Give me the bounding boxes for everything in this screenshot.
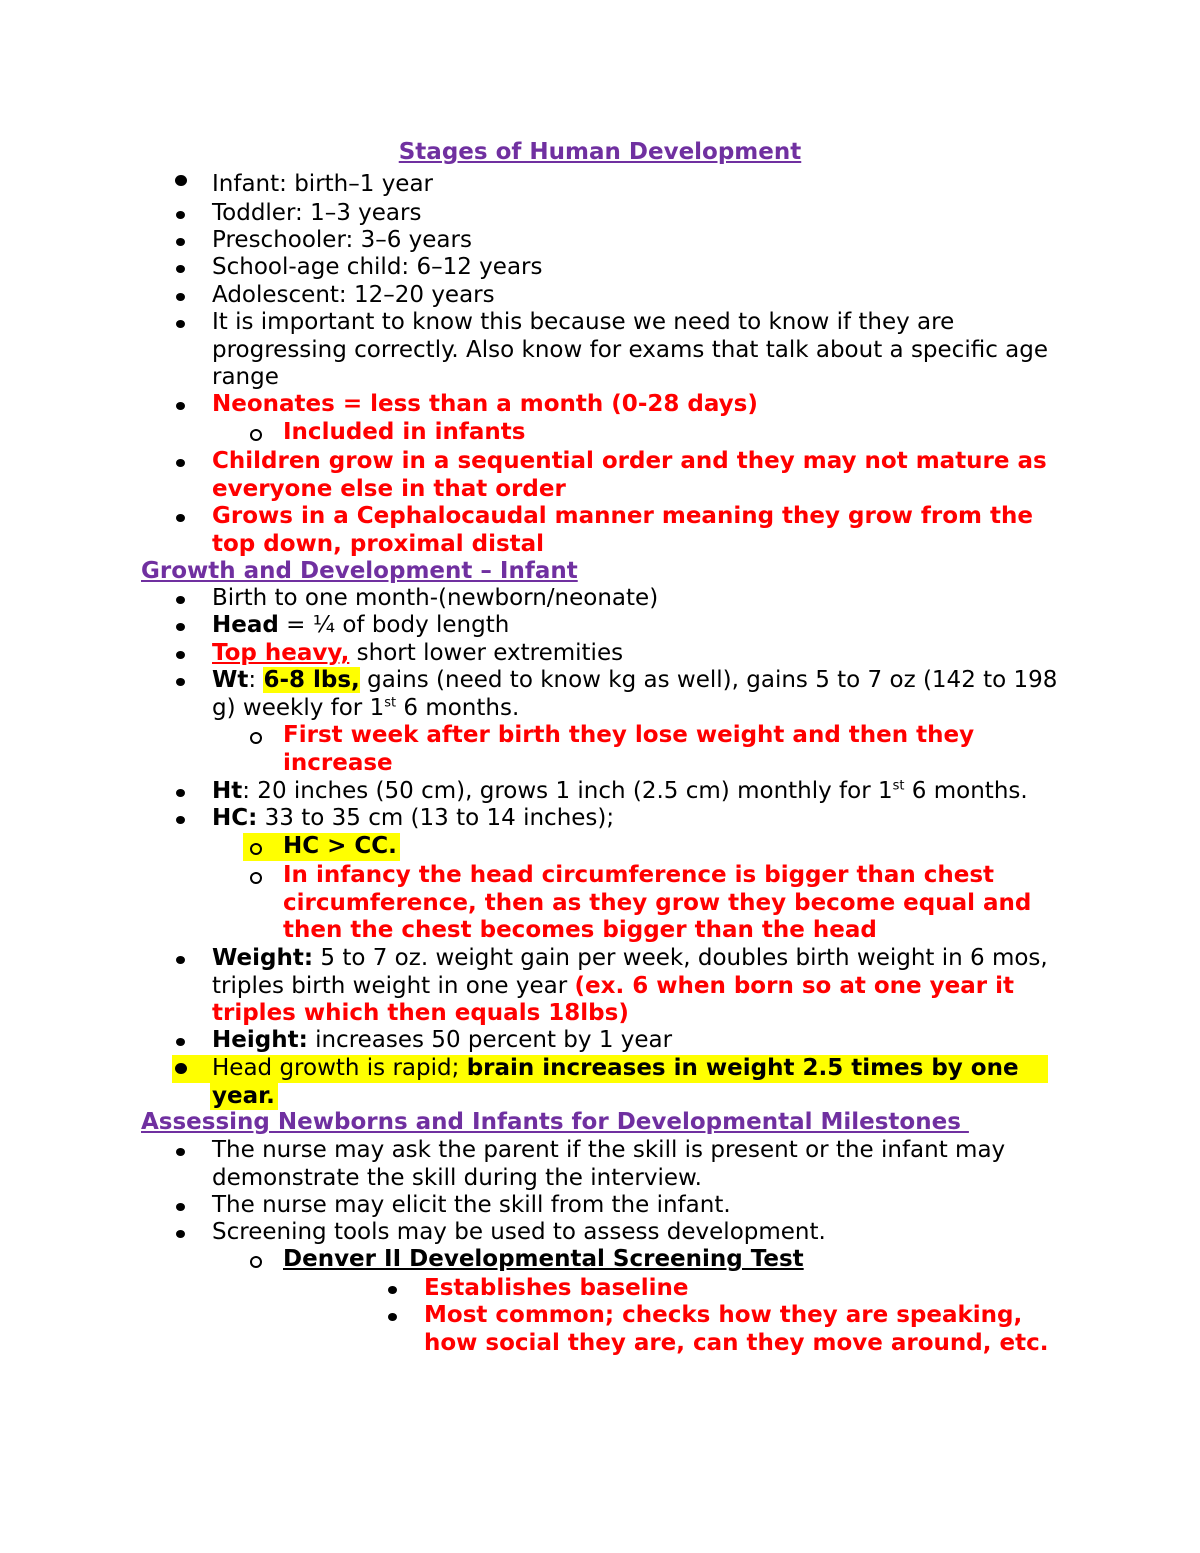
- ht-label: Ht: [212, 778, 243, 804]
- section-heading-assessing: Assessing Newborns and Infants for Developmental Milestones: [141, 1109, 969, 1135]
- headgrowth-text: Head growth is rapid;: [212, 1055, 467, 1081]
- ht-text-1: : 20 inches (50 cm), grows 1 inch (2.5 cm) monthly for 1: [242, 778, 893, 804]
- bullet-icon: [176, 1148, 185, 1156]
- bullet-icon: [176, 1038, 185, 1046]
- bullet-icon: [176, 596, 185, 604]
- bullet-icon: [176, 514, 185, 522]
- growth-weight-detail: [212, 945, 1072, 1028]
- bullet-icon: [176, 459, 185, 467]
- bullet-icon: [176, 956, 185, 964]
- denver-test-title: Denver II Developmental Screening Test: [283, 1246, 804, 1272]
- circle-bullet-icon: [250, 843, 262, 855]
- growth-head: [212, 612, 1072, 640]
- growth-hc: [212, 805, 1072, 833]
- denver-baseline: Establishes baseline: [424, 1275, 689, 1301]
- bullet-icon: [176, 320, 185, 328]
- wt-highlight: 6-8 lbs,: [263, 667, 360, 693]
- bullet-icon: [176, 623, 185, 631]
- bullet-icon: [176, 265, 185, 273]
- wt-colon: :: [248, 667, 264, 693]
- top-heavy-text: short lower extremities: [349, 640, 624, 666]
- weight-text: 5 to 7 oz. weight gain per week, doubles birth weight in 6 mos, triples birth weight in one year: [212, 945, 1048, 999]
- height-label: Height:: [212, 1027, 308, 1053]
- weight-example: (ex. 6 when born so at one year it triples which then equals 18lbs): [212, 972, 1014, 1026]
- denver-test: [283, 1246, 1073, 1274]
- bullet-icon: [176, 1230, 185, 1238]
- growth-top-heavy: [212, 640, 1072, 668]
- sequential-note: Children grow in a sequential order and they may not mature as everyone else in that order: [212, 448, 1047, 502]
- growth-height-detail: [212, 1027, 1072, 1055]
- assess-item-parent: The nurse may ask the parent if the skill is present or the infant may demonstrate the skill during the interview.: [212, 1137, 1006, 1191]
- stage-infant: Infant: birth–1 year: [212, 171, 434, 197]
- bullet-icon: [176, 293, 185, 301]
- hc-text: 33 to 35 cm (13 to 14 inches);: [257, 805, 615, 831]
- hc-explanation: In infancy the head circumference is bigger than chest circumference, then as they grow they become equal and then the chest becomes bigger than the head: [283, 862, 1032, 943]
- stage-toddler: Toddler: 1–3 years: [212, 200, 422, 226]
- growth-head-rapid: [212, 1055, 1052, 1110]
- bullet-icon: [176, 1203, 185, 1211]
- top-heavy-label: Top heavy,: [212, 640, 350, 666]
- stage-importance-note: It is important to know this because we need to know if they are progressing correctly. Also know for exams that talk about a specific age range: [212, 309, 1048, 390]
- circle-bullet-icon: [250, 732, 262, 744]
- weight-label: Weight:: [212, 945, 314, 971]
- wt-label: Wt: [212, 667, 249, 693]
- stage-adolescent: Adolescent: 12–20 years: [212, 282, 495, 308]
- denver-common: Most common; checks how they are speaking, how social they are, can they move around, etc.: [424, 1302, 1049, 1356]
- circle-bullet-icon: [250, 429, 262, 441]
- bullet-icon: [388, 1286, 397, 1294]
- growth-birth: Birth to one month-(newborn/neonate): [212, 585, 659, 611]
- growth-weight-short: [212, 667, 1072, 722]
- page-title: Stages of Human Development: [398, 139, 802, 165]
- hc-cc-text: HC > CC.: [283, 833, 397, 859]
- growth-height-short: [212, 778, 1092, 806]
- ht-superscript: st: [892, 778, 905, 794]
- bullet-icon: [176, 651, 185, 659]
- hc-cc-note: [283, 833, 1073, 861]
- circle-bullet-icon: [250, 872, 262, 884]
- ht-text-2: 6 months.: [904, 778, 1028, 804]
- assess-item-screening: Screening tools may be used to assess development.: [212, 1219, 826, 1245]
- assess-item-elicit: The nurse may elicit the skill from the infant.: [212, 1192, 731, 1218]
- head-text: = ¼ of body length: [278, 612, 510, 638]
- cephalocaudal-note: Grows in a Cephalocaudal manner meaning they grow from the top down, proximal distal: [212, 503, 1033, 557]
- neonates-subnote: Included in infants: [283, 419, 526, 445]
- weight-loss-note: First week after birth they lose weight and then they increase: [283, 722, 975, 776]
- stage-school-age: School-age child: 6–12 years: [212, 254, 543, 280]
- bullet-icon: [388, 1313, 397, 1321]
- bullet-icon: [176, 402, 185, 410]
- bullet-icon: [176, 211, 185, 219]
- stage-preschooler: Preschooler: 3–6 years: [212, 227, 472, 253]
- hc-label: HC:: [212, 805, 258, 831]
- bullet-icon: [175, 1063, 187, 1074]
- wt-superscript: st: [384, 694, 397, 710]
- wt-text-2: 6 months.: [396, 694, 520, 721]
- wt-text-1: gains (need to know kg as well), gains 5 to 7 oz (142 to 198 g) weekly for 1: [212, 667, 1058, 721]
- section-heading-growth: Growth and Development – Infant: [141, 558, 578, 584]
- head-label: Head: [212, 612, 279, 638]
- bullet-icon: [176, 789, 185, 797]
- headgrowth-highlight: brain increases in weight 2.5 times by one year.: [212, 1055, 1019, 1109]
- height-text: increases 50 percent by 1 year: [307, 1027, 673, 1053]
- neonates-note: Neonates = less than a month (0-28 days): [212, 391, 758, 417]
- circle-bullet-icon: [250, 1256, 262, 1268]
- bullet-icon: [175, 175, 187, 186]
- bullet-icon: [176, 238, 185, 246]
- bullet-icon: [176, 678, 185, 686]
- bullet-icon: [176, 816, 185, 824]
